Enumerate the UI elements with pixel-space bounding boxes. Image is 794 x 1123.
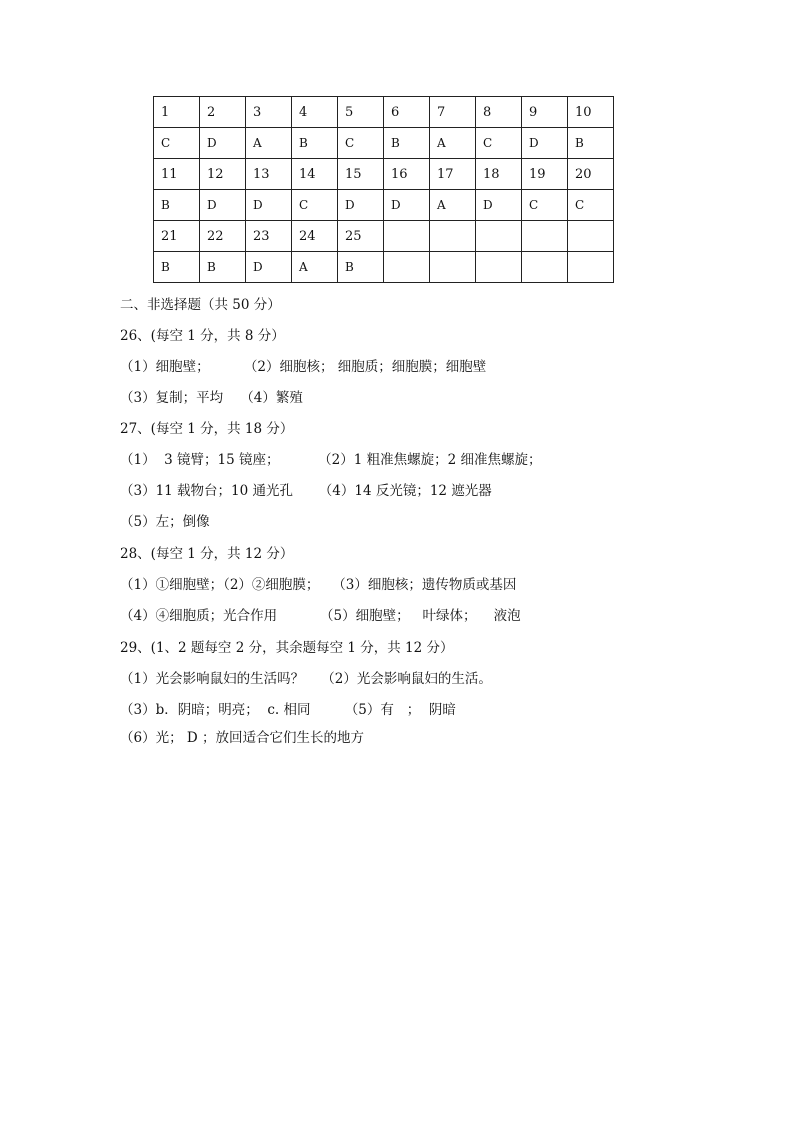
question-number-cell: 6 bbox=[384, 97, 430, 128]
answer-cell bbox=[568, 252, 614, 283]
answer-cell: A bbox=[430, 190, 476, 221]
q26-answer-line-2: （3）复制；平均 （4）繁殖 bbox=[120, 390, 303, 406]
q29-answer-line-1: （1）光会影响鼠妇的生活吗？ （2）光会影响鼠妇的生活。 bbox=[120, 671, 492, 687]
question-number-cell: 5 bbox=[338, 97, 384, 128]
question-number-row bbox=[154, 159, 614, 190]
answer-cell: D bbox=[522, 128, 568, 159]
answer-cell: C bbox=[292, 190, 338, 221]
question-number-cell: 7 bbox=[430, 97, 476, 128]
answer-cell: D bbox=[246, 190, 292, 221]
question-number-cell: 2 bbox=[200, 97, 246, 128]
question-number-cell: 20 bbox=[568, 159, 614, 190]
question-number-cell: 13 bbox=[246, 159, 292, 190]
answer-cell bbox=[522, 252, 568, 283]
answer-cell: B bbox=[384, 128, 430, 159]
answer-cell bbox=[384, 252, 430, 283]
question-number-cell: 19 bbox=[522, 159, 568, 190]
answer-cell: B bbox=[292, 128, 338, 159]
question-number-cell: 24 bbox=[292, 221, 338, 252]
question-number-cell bbox=[568, 221, 614, 252]
answer-cell: B bbox=[338, 252, 384, 283]
answer-row bbox=[154, 128, 614, 159]
question-number-cell: 25 bbox=[338, 221, 384, 252]
question-number-cell: 18 bbox=[476, 159, 522, 190]
answer-cell: D bbox=[476, 190, 522, 221]
question-number-cell bbox=[522, 221, 568, 252]
question-number-cell: 9 bbox=[522, 97, 568, 128]
q28-answer-line-1: （1）①细胞壁；（2）②细胞膜； （3）细胞核；遗传物质或基因 bbox=[120, 577, 517, 593]
answer-table bbox=[153, 96, 614, 283]
question-number-row bbox=[154, 97, 614, 128]
question-number-cell: 12 bbox=[200, 159, 246, 190]
answer-cell: A bbox=[292, 252, 338, 283]
q29-title: 29、(1、2 题每空 2 分，其余题每空 1 分，共 12 分） bbox=[120, 640, 454, 656]
q27-title: 27、(每空 1 分，共 18 分） bbox=[120, 421, 294, 437]
answer-cell bbox=[476, 252, 522, 283]
answer-cell: C bbox=[476, 128, 522, 159]
question-number-cell: 8 bbox=[476, 97, 522, 128]
q27-answer-line-2: （3）11 载物台；10 通光孔 （4）14 反光镜；12 遮光器 bbox=[120, 483, 492, 499]
question-number-cell bbox=[476, 221, 522, 252]
section-2-heading: 二、非选择题（共 50 分） bbox=[120, 297, 281, 313]
q26-answer-line-1: （1）细胞壁； （2）细胞核； 细胞质；细胞膜；细胞壁 bbox=[120, 359, 487, 375]
answer-cell bbox=[430, 252, 476, 283]
answer-cell: B bbox=[568, 128, 614, 159]
question-number-cell: 14 bbox=[292, 159, 338, 190]
answer-cell: C bbox=[568, 190, 614, 221]
answer-cell: A bbox=[246, 128, 292, 159]
q27-answer-line-1: （1） 3 镜臂；15 镜座； （2）1 粗准焦螺旋；2 细准焦螺旋； bbox=[120, 452, 542, 468]
answer-row bbox=[154, 190, 614, 221]
answer-table-body bbox=[154, 97, 614, 283]
question-number-cell: 1 bbox=[154, 97, 200, 128]
answer-cell: D bbox=[200, 128, 246, 159]
q29-answer-line-3: （6）光； D ；放回适合它们生长的地方 bbox=[120, 730, 364, 746]
question-number-row bbox=[154, 221, 614, 252]
question-number-cell: 3 bbox=[246, 97, 292, 128]
question-number-cell bbox=[430, 221, 476, 252]
question-number-cell: 16 bbox=[384, 159, 430, 190]
answer-cell: A bbox=[430, 128, 476, 159]
question-number-cell: 22 bbox=[200, 221, 246, 252]
q28-answer-line-2: （4）④细胞质；光合作用 （5）细胞壁； 叶绿体； 液泡 bbox=[120, 608, 521, 624]
q29-answer-line-2: （3）b．阴暗；明亮； c. 相同 （5）有 ； 阴暗 bbox=[120, 702, 456, 718]
question-number-cell: 11 bbox=[154, 159, 200, 190]
answer-cell: D bbox=[246, 252, 292, 283]
answer-cell: B bbox=[154, 190, 200, 221]
answer-cell: D bbox=[384, 190, 430, 221]
answer-cell: C bbox=[154, 128, 200, 159]
answer-cell: B bbox=[154, 252, 200, 283]
q27-answer-line-3: （5）左；倒像 bbox=[120, 514, 210, 530]
answer-cell: C bbox=[522, 190, 568, 221]
answer-cell: B bbox=[200, 252, 246, 283]
answer-cell: D bbox=[200, 190, 246, 221]
question-number-cell: 4 bbox=[292, 97, 338, 128]
question-number-cell: 21 bbox=[154, 221, 200, 252]
question-number-cell: 17 bbox=[430, 159, 476, 190]
q26-title: 26、(每空 1 分，共 8 分） bbox=[120, 328, 285, 344]
question-number-cell: 15 bbox=[338, 159, 384, 190]
question-number-cell: 23 bbox=[246, 221, 292, 252]
answer-cell: C bbox=[338, 128, 384, 159]
q28-title: 28、(每空 1 分，共 12 分） bbox=[120, 546, 294, 562]
question-number-cell bbox=[384, 221, 430, 252]
question-number-cell: 10 bbox=[568, 97, 614, 128]
answer-row bbox=[154, 252, 614, 283]
answer-cell: D bbox=[338, 190, 384, 221]
